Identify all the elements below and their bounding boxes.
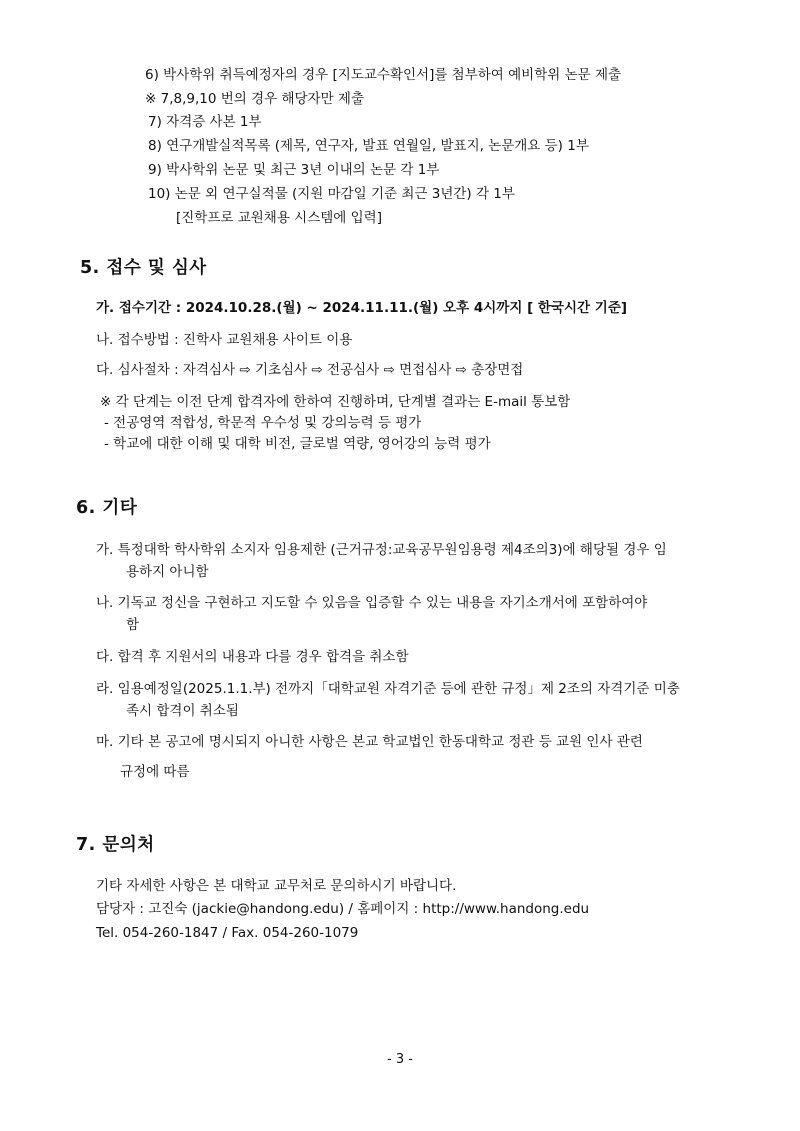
section6-item-b-cont: 함 bbox=[126, 617, 140, 633]
page-number: - 3 - bbox=[387, 1052, 413, 1067]
section6-item-e-cont: 규정에 따름 bbox=[120, 764, 190, 780]
section6-item-d-cont: 족시 합격이 취소됨 bbox=[126, 703, 239, 719]
section6-heading: 6. 기타 bbox=[76, 498, 138, 518]
section6-item-c: 다. 합격 후 지원서의 내용과 다를 경우 합격을 취소함 bbox=[96, 649, 409, 665]
section5-note-1: ※ 각 단계는 이전 단계 합격자에 한하여 진행하며, 단계별 결과는 E-mail 통보함 bbox=[100, 394, 571, 410]
section5-period: 가. 접수기간 : 2024.10.28.(월) ~ 2024.11.11.(월) 오후 4시까지 [ 한국시간 기준] bbox=[96, 300, 628, 316]
section5-note-2: - 전공영역 적합성, 학문적 우수성 및 강의능력 등 평가 bbox=[104, 415, 422, 431]
list-item-6: 6) 박사학위 취득예정자의 경우 [지도교수확인서]를 첨부하여 예비학위 논문 제출 bbox=[145, 67, 622, 83]
section5-heading: 5. 접수 및 심사 bbox=[80, 258, 207, 278]
contact-intro: 기타 자세한 사항은 본 대학교 교무처로 문의하시기 바랍니다. bbox=[96, 878, 457, 894]
contact-phone: Tel. 054-260-1847 / Fax. 054-260-1079 bbox=[96, 925, 359, 941]
list-note: ※ 7,8,9,10 번의 경우 해당자만 제출 bbox=[145, 91, 364, 107]
list-item-10-detail: [진학프로 교원채용 시스템에 입력] bbox=[176, 210, 382, 226]
section6-item-b: 나. 기독교 정신을 구현하고 지도할 수 있음을 입증할 수 있는 내용을 자기소개서에 포함하여야 bbox=[96, 595, 648, 611]
section6-item-d: 라. 임용예정일(2025.1.1.부) 전까지「대학교원 자격기준 등에 관한 규정」제 2조의 자격기준 미충 bbox=[96, 681, 680, 697]
section6-item-e: 마. 기타 본 공고에 명시되지 아니한 사항은 본교 학교법인 한동대학교 정관 등 교원 인사 관련 bbox=[96, 734, 643, 750]
section6-item-a: 가. 특정대학 학사학위 소지자 임용제한 (근거규정:교육공무원임용령 제4조의3)에 해당될 경우 임 bbox=[96, 542, 667, 558]
list-item-8: 8) 연구개발실적목록 (제목, 연구자, 발표 연월일, 발표지, 논문개요 등) 1부 bbox=[148, 138, 589, 154]
section5-method: 나. 접수방법 : 진학사 교원채용 사이트 이용 bbox=[96, 332, 353, 348]
section7-heading: 7. 문의처 bbox=[76, 835, 155, 855]
section5-note-3: - 학교에 대한 이해 및 대학 비전, 글로벌 역량, 영어강의 능력 평가 bbox=[104, 436, 491, 452]
section5-procedure: 다. 심사절차 : 자격심사 ⇨ 기초심사 ⇨ 전공심사 ⇨ 면접심사 ⇨ 총장면접 bbox=[96, 362, 524, 378]
contact-person: 담당자 : 고진숙 (jackie@handong.edu) / 홈페이지 : http://www.handong.edu bbox=[96, 901, 590, 917]
list-item-10: 10) 논문 외 연구실적물 (지원 마감일 기준 최근 3년간) 각 1부 bbox=[148, 186, 515, 202]
list-item-7: 7) 자격증 사본 1부 bbox=[148, 114, 262, 130]
list-item-9: 9) 박사학위 논문 및 최근 3년 이내의 논문 각 1부 bbox=[148, 162, 440, 178]
section6-item-a-cont: 용하지 아니함 bbox=[126, 564, 209, 580]
